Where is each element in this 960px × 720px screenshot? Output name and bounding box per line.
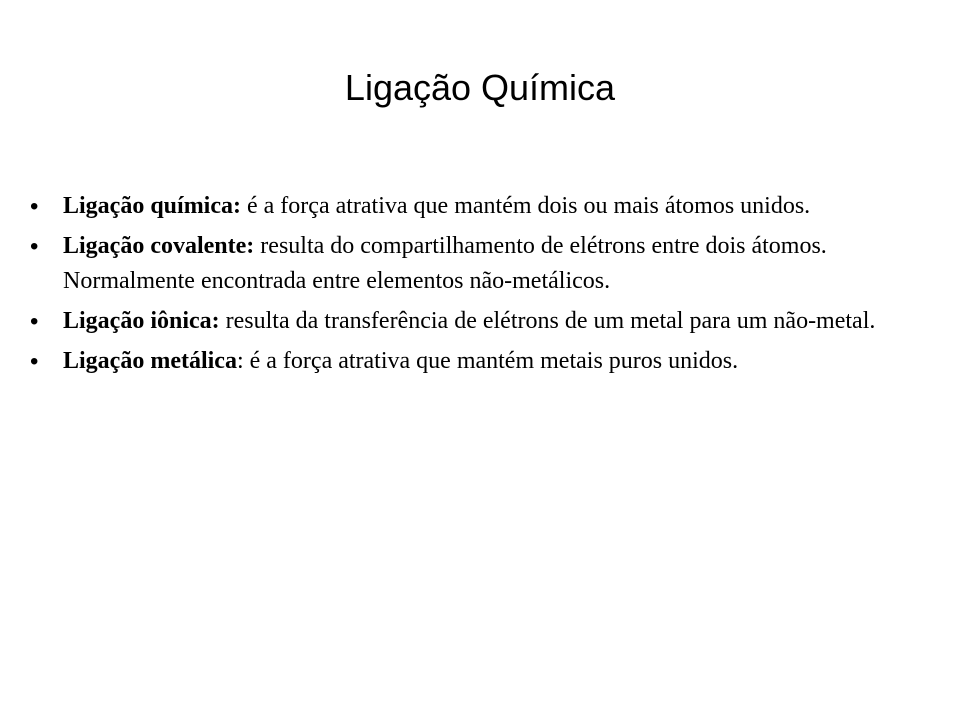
bullet-term: Ligação iônica: — [63, 308, 220, 334]
bullet-text: : é a força atrativa que mantém metais puros unidos. — [236, 348, 739, 374]
bullet-text: resulta da transferência de elétrons de um metal para um não-metal. — [219, 308, 876, 334]
bullet-icon: • — [30, 348, 39, 375]
bullet-icon: • — [30, 308, 39, 335]
bullet-item-ionica — [30, 304, 910, 339]
bullet-icon: • — [30, 193, 39, 220]
bullet-text: resulta do compartilhamento de elétrons entre dois átomos. Normalmente encontrada entre elementos não-metálicos. — [63, 233, 827, 294]
bullet-list — [30, 189, 910, 384]
bullet-item-quimica — [30, 189, 910, 224]
bullet-term: Ligação covalente: — [63, 233, 255, 259]
bullet-icon: • — [30, 233, 39, 260]
bullet-term: Ligação química: — [63, 193, 241, 219]
bullet-item-covalente — [30, 229, 910, 299]
bullet-item-metalica — [30, 344, 910, 379]
bullet-term: Ligação metálica — [63, 348, 237, 374]
bullet-text: é a força atrativa que mantém dois ou mais átomos unidos. — [241, 193, 811, 219]
slide-title: Ligação Química — [344, 67, 616, 108]
